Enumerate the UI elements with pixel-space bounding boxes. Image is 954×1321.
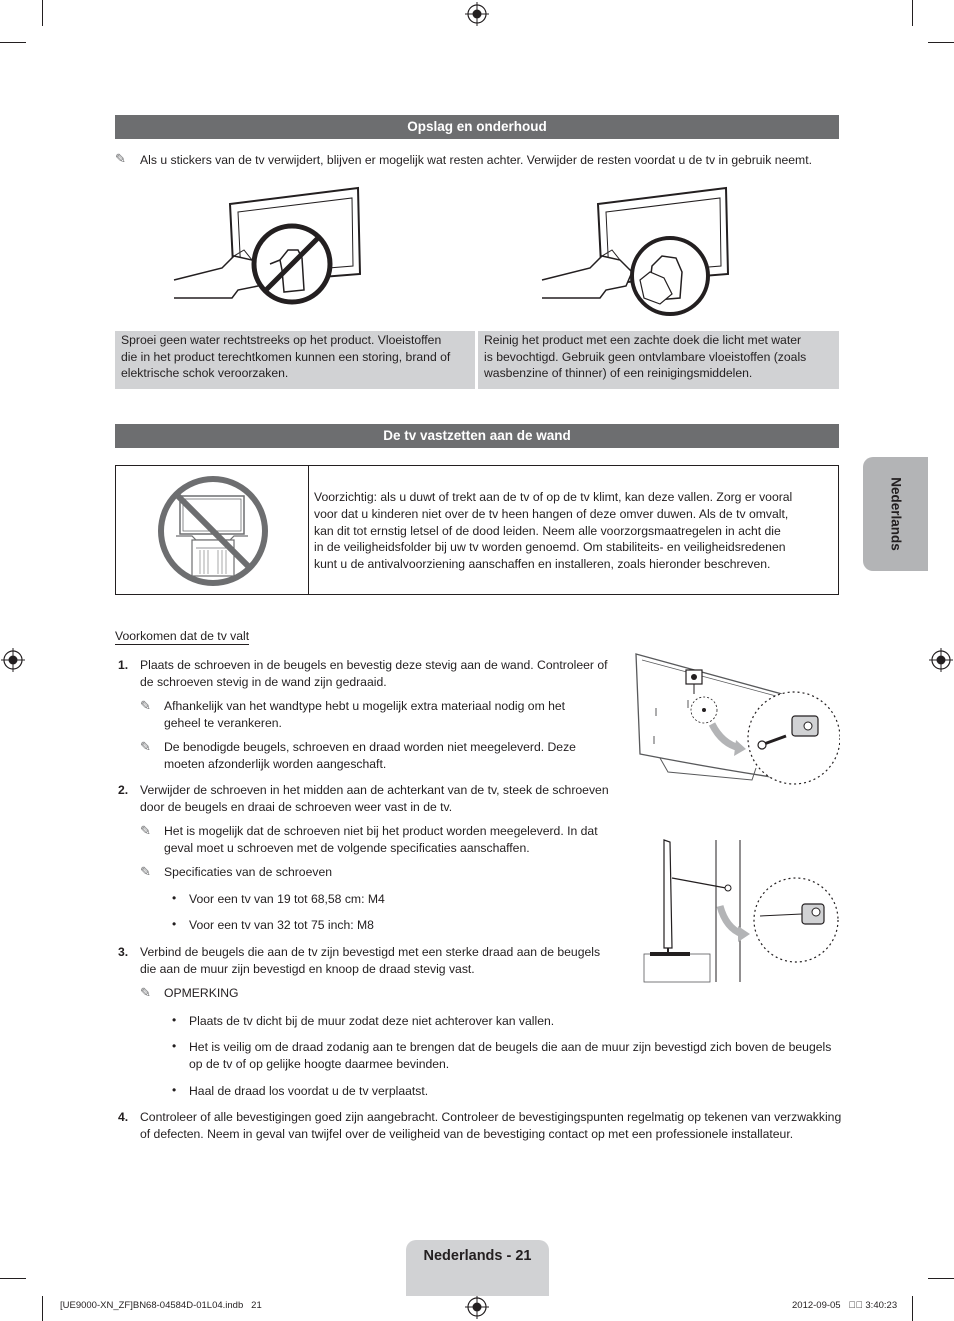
section-title-wall: De tv vastzetten aan de wand [115, 424, 839, 448]
side-tab-label: Nederlands [888, 477, 903, 551]
caption-line: wasbenzine of thinner) of een reinigingsmiddelen. [484, 366, 753, 380]
text-line: De benodigde beugels, schroeven en draad worden niet meegeleverd. Deze [164, 740, 576, 754]
caption-line: is bevochtigd. Gebruik geen ontvlambare vloeistoffen (zoals [484, 349, 807, 364]
step-1-text [140, 657, 620, 691]
warning-line: Voorzichtig: als u duwt of trekt aan de tv of op de tv klimt, kan deze vallen. Zorg er vooral [314, 490, 793, 504]
bullet-icon: • [172, 1013, 177, 1027]
pencil-note-icon: ✎ [140, 823, 151, 838]
text-line: of defecten. Neem in geval van twijfel over de veiligheid van de bevestiging contact op met een professionele installateur. [140, 1126, 794, 1141]
page-number-label: Nederlands - 21 [423, 1248, 532, 1264]
crop-mark [928, 42, 954, 43]
warning-divider [308, 466, 309, 594]
step-4-text [140, 1109, 845, 1143]
warning-line: voor dat u kinderen niet over de tv heen hangen of deze omver duwen. Als de tv omvalt, [314, 506, 789, 521]
text-line: geval moet u schroeven met de volgende specificaties aanschaffen. [164, 840, 530, 855]
cleaning-cloth-illustration [540, 186, 735, 318]
step-1-note-2 [164, 739, 614, 773]
caption-line: elektrische schok veroorzaken. [121, 366, 289, 380]
caption-line: Reinig het product met een zachte doek die licht met water [484, 333, 802, 347]
text-line: op de tv of op gelijke hoogte daarmee bevinden. [189, 1056, 450, 1071]
crop-mark [912, 1296, 913, 1321]
step-number: 3. [118, 945, 129, 959]
section-title-storage: Opslag en onderhoud [115, 115, 839, 139]
text-line: Het is veilig om de draad zodanig aan te brengen dat de beugels die aan de muur zijn bevestigd zich boven de beugels [189, 1040, 832, 1054]
step-2-text [140, 782, 620, 816]
warning-line: kunt u de antivalvoorziening aanschaffen en installeren, zoals hieronder beschreven. [314, 557, 771, 572]
pencil-note-icon: ✎ [140, 739, 151, 754]
caption-line: die in het product terechtkomen kunnen een storing, brand of [121, 349, 451, 364]
registration-mark-icon [465, 2, 489, 26]
crop-mark [912, 0, 913, 26]
registration-mark-icon [929, 648, 953, 672]
text-line: Controleer of alle bevestigingen goed zijn aangebracht. Controleer de bevestigingspunten regelmatig op tekenen van verzwakking [140, 1110, 842, 1124]
text-line: Het is mogelijk dat de schroeven niet bij het product worden meegeleverd. In dat [164, 824, 598, 838]
warning-line: kan dit tot ernstig letsel of de dood leiden. Neem alle voorzorgsmaatregelen in acht die [314, 523, 781, 538]
step-2-note-1 [164, 823, 614, 857]
step-3-note: OPMERKING [164, 986, 239, 1000]
pencil-note-icon: ✎ [115, 151, 126, 166]
bullet-icon: • [172, 1039, 177, 1053]
text-line: Verwijder de schroeven in het midden aan de achterkant van de tv, steek de schroeven [140, 783, 609, 797]
text-line: moeten afzonderlijk worden aangeschaft. [164, 756, 387, 771]
bullet-icon: • [172, 917, 177, 931]
caption-left [115, 331, 475, 389]
registration-mark-icon [465, 1295, 489, 1319]
footer-file-info: [UE9000-XN_ZF]BN68-04584D-01L04.indb 21 [60, 1300, 262, 1311]
crop-mark [928, 1278, 954, 1279]
crop-mark [0, 42, 26, 43]
footer-timestamp: 2012-09-05 ￿￿ 3:40:23 [792, 1300, 898, 1311]
remark-2 [189, 1039, 839, 1073]
caption-right [478, 331, 839, 389]
language-side-tab [863, 457, 928, 571]
text-line: Plaats de schroeven in de beugels en bevestig deze stevig aan de wand. Controleer of [140, 658, 608, 672]
text-line: Verbind de beugels die aan de tv zijn bevestigd met een sterke draad aan de beugels [140, 945, 601, 959]
step-3-text [140, 944, 620, 978]
step-number: 1. [118, 658, 129, 672]
storage-note: Als u stickers van de tv verwijdert, blijven er mogelijk wat resten achter. Verwijder de resten voordat u de tv in gebruik neemt. [140, 153, 812, 167]
tv-wall-wire-illustration [640, 836, 840, 984]
crop-mark [42, 0, 43, 26]
warning-text [314, 489, 834, 573]
warning-box [115, 465, 839, 595]
cleaning-spray-illustration [172, 186, 367, 318]
crop-mark [42, 1296, 43, 1321]
pencil-note-icon: ✎ [140, 864, 151, 879]
step-number: 4. [118, 1110, 129, 1124]
text-line: de schroeven stevig in de wand zijn gedraaid. [140, 674, 387, 689]
screw-spec: Voor een tv van 19 tot 68,58 cm: M4 [189, 892, 385, 906]
bullet-icon: • [172, 1083, 177, 1097]
warning-line: in de veiligheidsfolder bij uw tv worden genoemd. Om stabiliteits- en veiligheidsredenen [314, 540, 786, 555]
page-number-tab [406, 1240, 549, 1296]
pencil-note-icon: ✎ [140, 698, 151, 713]
subheading: Voorkomen dat de tv valt [115, 629, 250, 643]
text-line: Afhankelijk van het wandtype hebt u mogelijk extra materiaal nodig om het [164, 699, 566, 713]
remark-1: Plaats de tv dicht bij de muur zodat deze niet achterover kan vallen. [189, 1014, 555, 1028]
screw-spec: Voor een tv van 32 tot 75 inch: M8 [189, 918, 374, 932]
text-line: door de beugels en draai de schroeven weer vast in de tv. [140, 799, 453, 814]
bullet-icon: • [172, 891, 177, 905]
remark-3: Haal de draad los voordat u de tv verplaatst. [189, 1084, 429, 1098]
caption-line: Sproei geen water rechtstreeks op het product. Vloeistoffen [121, 333, 442, 347]
registration-mark-icon [1, 648, 25, 672]
text-line: die aan de muur zijn bevestigd en knoop de draad stevig vast. [140, 961, 475, 976]
tv-back-bracket-illustration [632, 650, 840, 792]
step-number: 2. [118, 783, 129, 797]
pencil-note-icon: ✎ [140, 985, 151, 1000]
step-1-note-1 [164, 698, 614, 732]
crop-mark [0, 1278, 26, 1279]
text-line: geheel te verankeren. [164, 715, 282, 730]
step-2-note-2: Specificaties van de schroeven [164, 865, 333, 879]
prohibition-icon [156, 474, 270, 588]
